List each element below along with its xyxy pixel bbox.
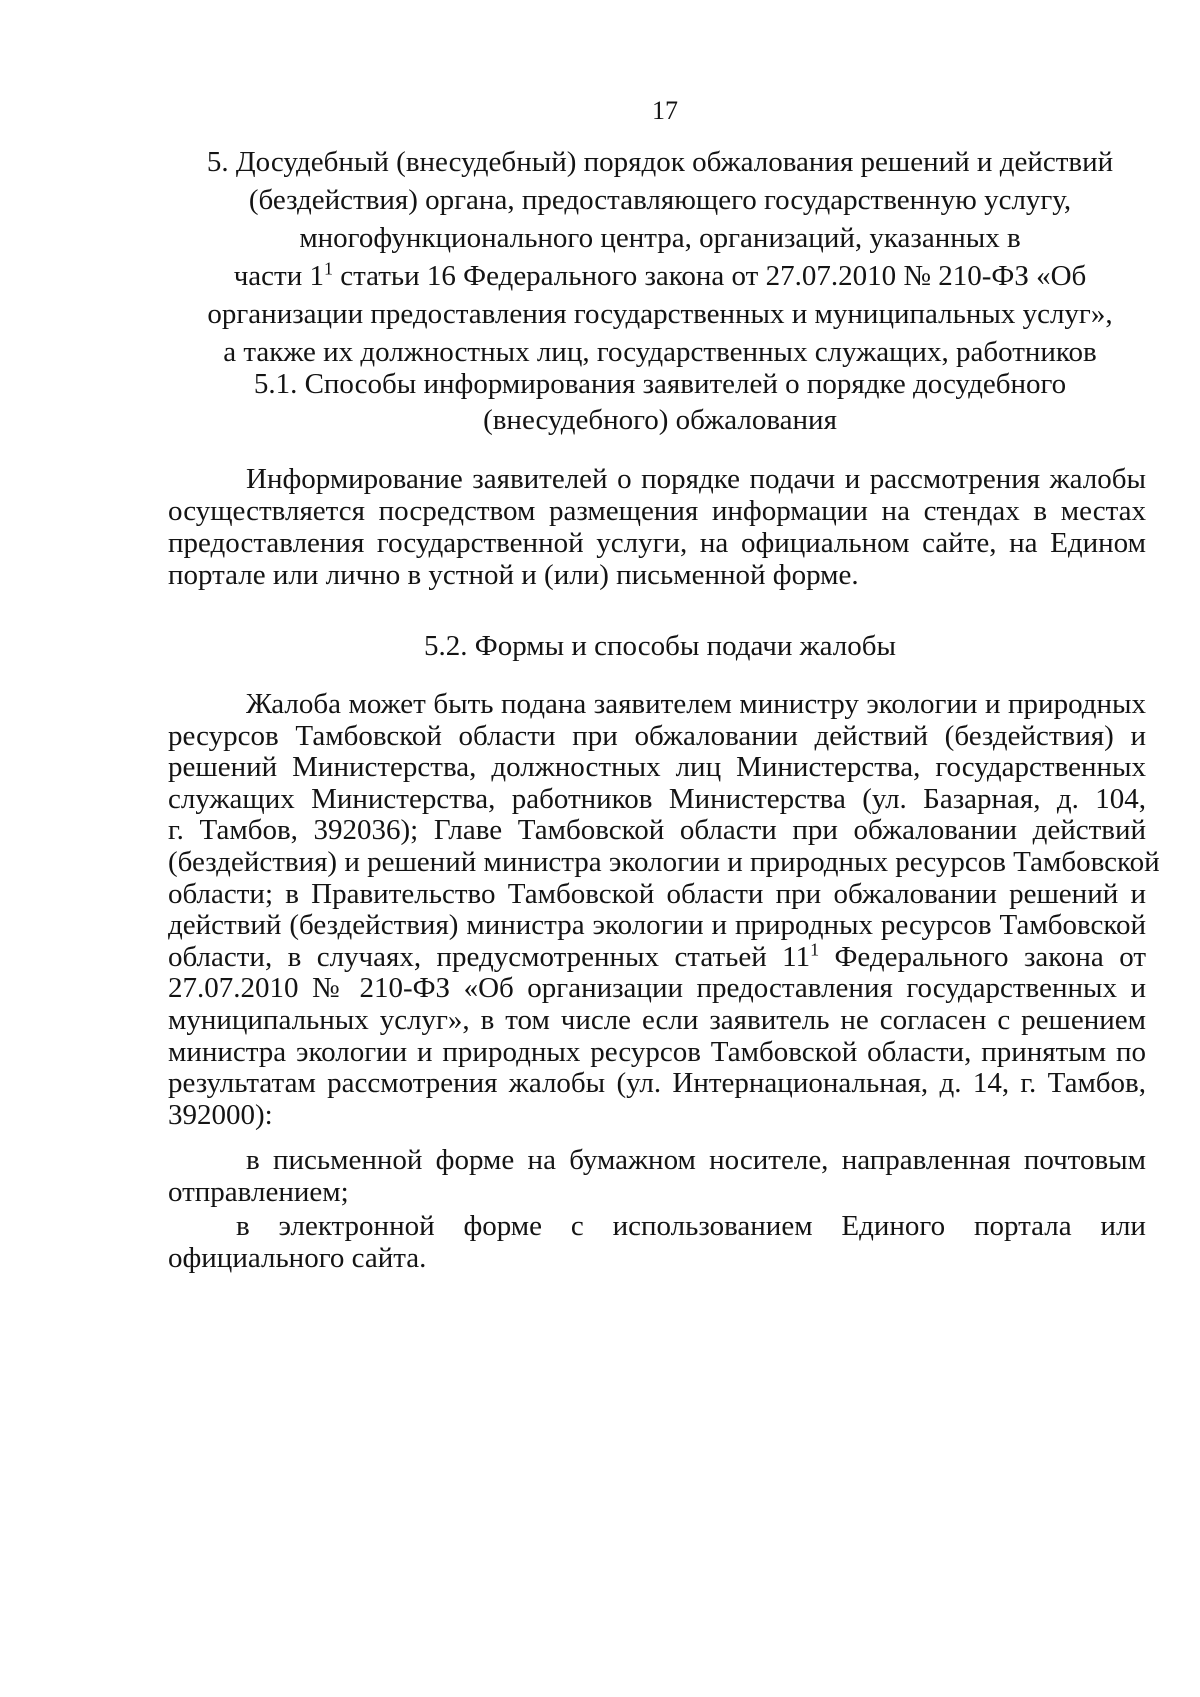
heading-line: 5.1. Способы информирования заявителей о порядке досудебного [253, 368, 1067, 400]
section-5-1-heading [240, 366, 1080, 438]
section-5-2-paragraph [168, 688, 1160, 1131]
paragraph-line: 27.07.2010 № 210-ФЗ «Об организации предоставления государственных и [168, 972, 1146, 1005]
word: электронной [278, 1210, 435, 1242]
paragraph-text: области, в случаях, предусмотренных статьей 11 [168, 940, 811, 973]
paragraph-line: предоставления государственной услуги, на официальном сайте, на Едином [168, 527, 1146, 559]
paragraph-line: официального сайта. [168, 1242, 427, 1274]
paragraph-line: ресурсов Тамбовской области при обжаловании действий (бездействия) и [168, 719, 1146, 752]
paragraph-line: области; в Правительство Тамбовской области при обжаловании решений и [168, 877, 1146, 910]
word: в [236, 1210, 250, 1242]
heading-line: (внесудебного) обжалования [483, 404, 837, 436]
electronic-form-paragraph [168, 1210, 1146, 1274]
paragraph-line: действий (бездействия) министра экологии и природных ресурсов Тамбовской [168, 909, 1146, 942]
paragraph-line: результатам рассмотрения жалобы (ул. Интернациональная, д. 14, г. Тамбов, [168, 1067, 1146, 1100]
heading-line [200, 257, 1120, 295]
word: Единого [841, 1210, 946, 1242]
paragraph-line: министра экологии и природных ресурсов Тамбовской области, принятым по [168, 1035, 1146, 1068]
paragraph-line: отправлением; [168, 1176, 349, 1208]
paragraph-line: решений Министерства, должностных лиц Министерства, государственных [168, 751, 1146, 784]
heading-line: организации предоставления государственных и муниципальных услуг», [207, 298, 1113, 330]
superscript: 1 [323, 258, 333, 279]
paragraph-line: Информирование заявителей о порядке подачи и рассмотрения жалобы [246, 463, 1146, 495]
heading-text: статьи 16 Федерального закона от 27.07.2010 № 210-ФЗ «Об [332, 260, 1087, 292]
paragraph-line: в письменной форме на бумажном носителе, направленная почтовым [246, 1144, 1146, 1176]
superscript: 1 [810, 939, 820, 960]
heading-text: части 1 [233, 260, 324, 292]
paragraph-line: служащих Министерства, работников Министерства (ул. Базарная, д. 104, [168, 782, 1146, 815]
page-number: 17 [652, 96, 678, 125]
word: с [570, 1210, 584, 1242]
paragraph-line: осуществляется посредством размещения информации на стендах в местах [168, 495, 1146, 527]
paragraph-line: Жалоба может быть подана заявителем министру экологии и природных [246, 688, 1146, 720]
paper-form-paragraph [168, 1144, 1146, 1208]
paragraph-line: портале или лично в устной и (или) письменной форме. [168, 559, 859, 591]
heading-line: (бездействия) органа, предоставляющего государственную услугу, [248, 184, 1072, 216]
heading-line: многофункционального центра, организаций, указанных в [299, 222, 1021, 254]
section-5-1-paragraph [168, 463, 1146, 591]
paragraph-line: г. Тамбов, 392036); Главе Тамбовской области при обжаловании действий [168, 814, 1146, 847]
section-5-2-heading [240, 628, 1080, 664]
paragraph-line [168, 939, 1146, 974]
paragraph-line: 392000): [168, 1098, 273, 1131]
paragraph-line: муниципальных услуг», в том числе если заявитель не согласен с решением [168, 1003, 1146, 1036]
heading-line: 5.2. Формы и способы подачи жалобы [424, 630, 896, 662]
word: или [1100, 1210, 1146, 1242]
section-5-heading [200, 143, 1120, 371]
word: использованием [612, 1210, 813, 1242]
paragraph-line: (бездействия) и решений министра экологии и природных ресурсов Тамбовской [168, 845, 1160, 878]
word: портала [973, 1210, 1072, 1242]
heading-line: 5. Досудебный (внесудебный) порядок обжалования решений и действий [206, 146, 1114, 178]
paragraph-line [168, 1210, 1146, 1242]
word: форме [463, 1210, 543, 1242]
paragraph-text: Федерального закона от [819, 940, 1146, 973]
heading-line: а также их должностных лиц, государственных служащих, работников [223, 336, 1097, 368]
